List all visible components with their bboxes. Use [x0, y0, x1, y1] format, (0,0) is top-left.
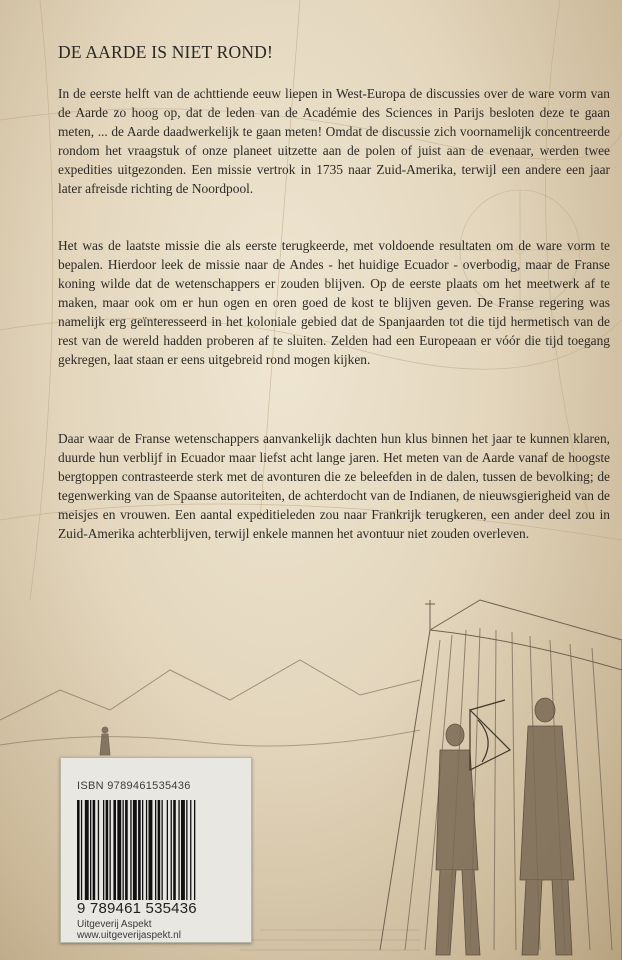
barcode-bar [90, 800, 91, 900]
blurb-paragraph-2: Het was de laatste missie die als eerste terugkeerde, met voldoende resultaten om de ware vorm te bepalen. Hierdoor leek de missie naar de Andes - het huidige Ecuador - overbodig, maar de Franse koning wilde dat de wetenschappers er zouden blijven. Op de eerste plaats om het meetwerk af te maken, maar ook om er hun ogen en oren goed de kost te blijven geven. De Franse regering was namelijk erg geïnteresseerd in het koloniale gebied dat de Spanjaarden tot die tijd hermetisch van de rest van de wereld hadden proberen af te sluiten. Zelden had een Europeaan er vóór die tijd toegang gekregen, laat staan er eens uitgebreid rond mogen kijken. [58, 238, 610, 367]
surveyor-figures [436, 698, 574, 955]
barcode-bar [110, 800, 111, 900]
barcode-bar [181, 800, 185, 900]
tent-outline [380, 600, 622, 960]
barcode-bar [162, 800, 163, 900]
isbn-text: ISBN 9789461535436 [77, 780, 191, 792]
book-title-heading: DE AARDE IS NIET ROND! [58, 42, 274, 62]
barcode-bar [194, 800, 195, 900]
barcode-bar [178, 800, 179, 900]
barcode-bar [186, 800, 187, 900]
barcode-bar [149, 800, 153, 900]
barcode-bar [146, 800, 147, 900]
barcode-bar [113, 800, 116, 900]
barcode-image [77, 800, 231, 900]
barcode-bar [85, 800, 89, 900]
distant-figure [100, 727, 110, 755]
barcode-bar [155, 800, 156, 900]
blurb-paragraph-1: In de eerste helft van de achttiende eeuw liepen in West-Europa de discussies over de ware vorm van de Aarde zo hoog op, dat de leden van de Académie des Sciences in Parijs besloten deze te gaan meten, ... de Aarde daadwerkelijk te gaan meten! Omdat de discussie zich voornamelijk concentreerde rondom het vraagstuk of onze planeet uitzette aan de polen of juist aan de evenaar, werden twee expedities uitgezonden. Een missie vertrok in 1735 naar Zuid-Amerika, terwijl een andere een jaar later afreisde richting de Noordpool. [58, 86, 610, 196]
barcode-bar [81, 800, 82, 900]
publisher-website: www.uitgeverijaspekt.nl [77, 930, 181, 941]
barcode-bar [133, 800, 137, 900]
blurb-paragraph-3: Daar waar de Franse wetenschappers aanvankelijk dachten hun klus binnen het jaar te kunnen klaren, duurde hun verblijf in Ecuador maar liefst acht lange jaren. Het meten van de Aarde vanaf de hoogste bergtoppen contrasteerde sterk met de avonturen die ze beleefden in de dalen, tussen de bevolking; de tegenwerking van de Spaanse autoriteiten, de achterdocht van de Indianen, de nieuwsgierigheid van de meisjes en vrouwen. Een aantal expeditieleden zou naar Frankrijk terugkeren, een ander deel zou in Zuid-Amerika achterblijven, terwijl enkele mannen het avontuur niet zouden overleven. [58, 431, 610, 541]
barcode-bar [142, 800, 143, 900]
barcode-bar [106, 800, 109, 900]
barcode-bar [103, 800, 104, 900]
barcode-bar [158, 800, 161, 900]
barcode-bar [167, 800, 168, 900]
barcode-bar [190, 800, 191, 900]
isbn-barcode-label [60, 757, 252, 943]
barcode-bar [93, 800, 96, 900]
barcode-bar [125, 800, 128, 900]
barcode-bar [117, 800, 121, 900]
barcode-bar [98, 800, 99, 900]
barcode-bar [123, 800, 124, 900]
barcode-number: 9 789461 535436 [77, 900, 197, 917]
barcode-bar [171, 800, 172, 900]
barcode-bar [130, 800, 131, 900]
barcode-bar [173, 800, 176, 900]
mountain-ridge [0, 660, 420, 720]
barcode-bar [77, 800, 80, 900]
publisher-name: Uitgeverij Aspekt [77, 919, 152, 930]
barcode-bar [138, 800, 141, 900]
